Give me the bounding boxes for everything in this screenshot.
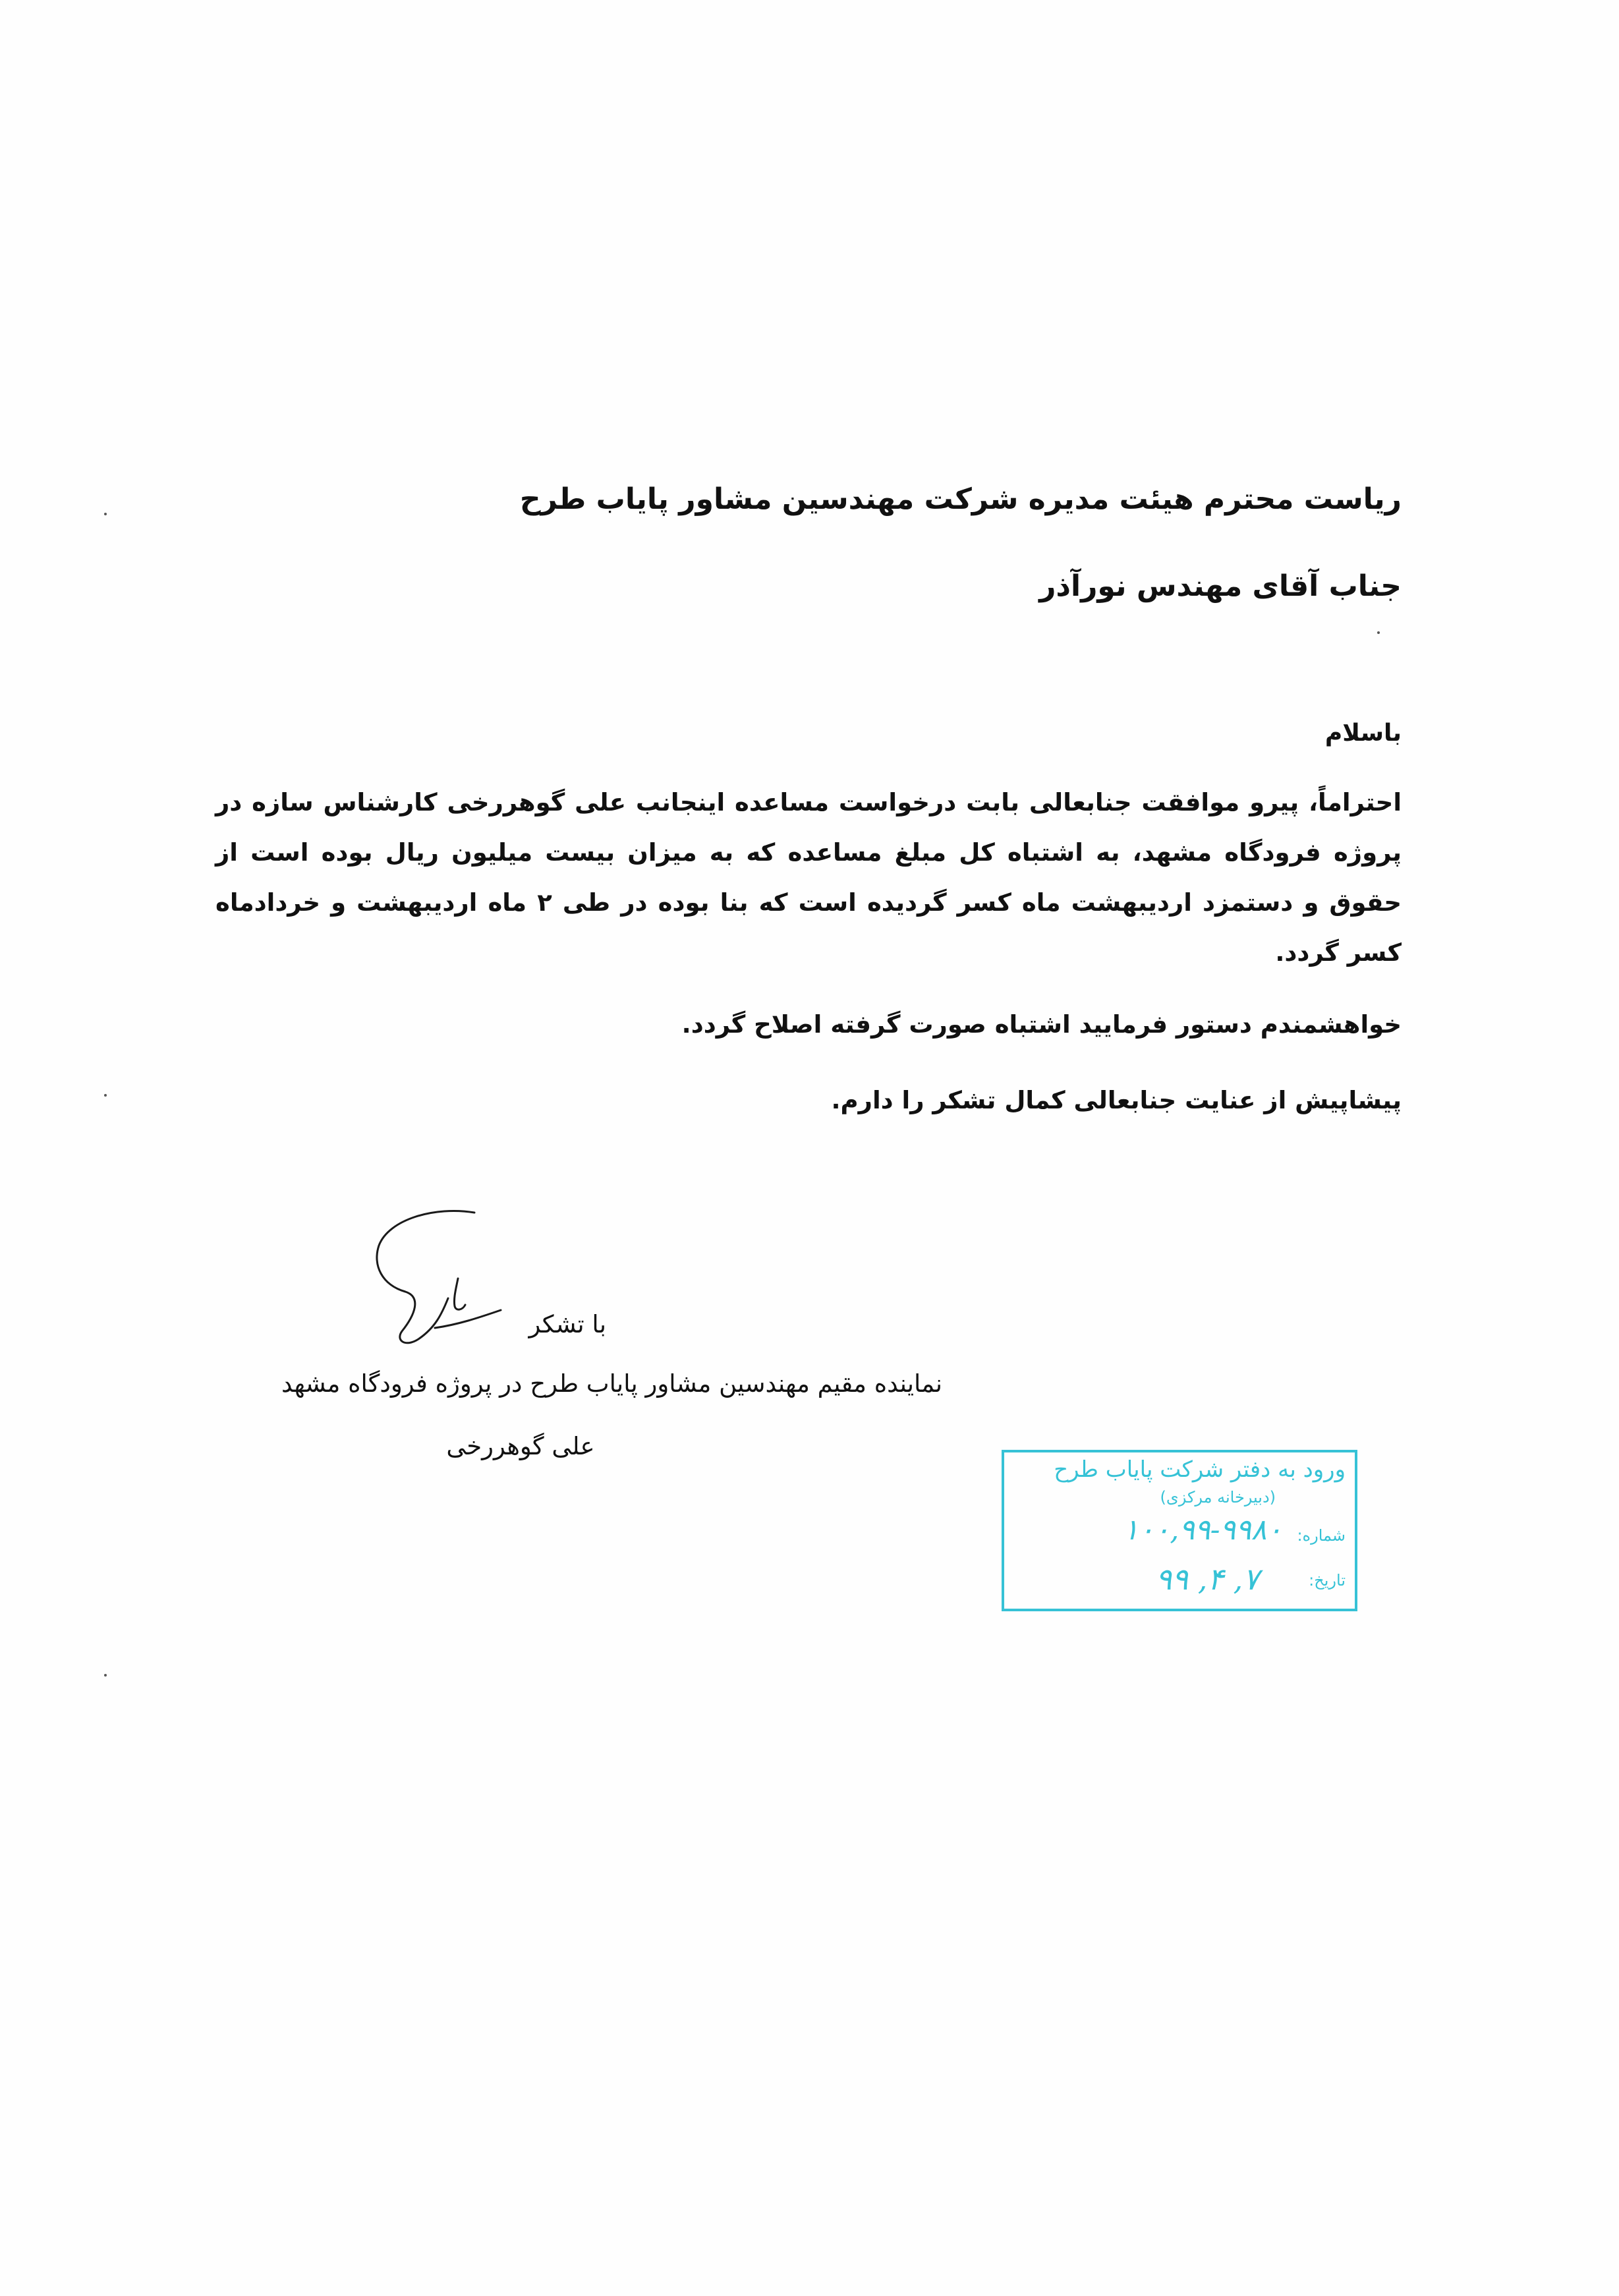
stamp-title: ورود به دفتر شرکت پایاب طرح xyxy=(1054,1456,1346,1483)
request-line: خواهشمندم دستور فرمایید اشتباه صورت گرفته اصلاح گردد. xyxy=(681,1010,1402,1039)
scan-speck xyxy=(1377,631,1380,634)
handwritten-signature xyxy=(343,1199,540,1371)
stamp-date-label: تاریخ: xyxy=(1309,1571,1346,1590)
stamp-date-value: ۹۹ ,۴ ,۷ xyxy=(1155,1561,1259,1597)
addressee-line: جناب آقای مهندس نورآذر xyxy=(1039,569,1402,603)
signature-stroke-hook xyxy=(454,1278,465,1309)
signer-title: نماینده مقیم مهندسین مشاور پایاب طرح در پروژه فرودگاه مشهد xyxy=(281,1369,942,1398)
stamp-number-value: ۱۰۰,۹۹-۹۹۸۰ xyxy=(1123,1513,1282,1547)
scan-speck xyxy=(104,1094,107,1097)
thanks-line: پیشاپیش از عنایت جنابعالی کمال تشکر را دارم. xyxy=(831,1086,1402,1114)
greeting: باسلام xyxy=(1324,720,1402,747)
recipient-line: ریاست محترم هیئت مدیره شرکت مهندسین مشاور پایاب طرح xyxy=(519,482,1402,516)
stamp-number-label: شماره: xyxy=(1297,1526,1346,1545)
scan-speck xyxy=(104,513,107,515)
receipt-stamp xyxy=(1002,1450,1357,1611)
stamp-subtitle: (دبیرخانه مرکزی) xyxy=(1160,1488,1276,1507)
closing-text: با تشکر xyxy=(528,1310,606,1338)
signer-name: علی گوهررخی xyxy=(446,1432,595,1460)
letter-body: احتراماً، پیرو موافقت جنابعالی بابت درخواست مساعده اینجانب علی گوهررخی کارشناس سازه در پروژه فرودگاه مشهد، به اشتباه کل مبلغ مساعده که به میزان بیست میلیون ریال بوده است از حقوق و دستمزد اردیبهشت ماه کسر گردیده است که بنا بوده در طی ۲ ماه اردیبهشت و خردادماه کسر گردد. xyxy=(215,788,1402,967)
scan-speck xyxy=(104,1674,107,1677)
